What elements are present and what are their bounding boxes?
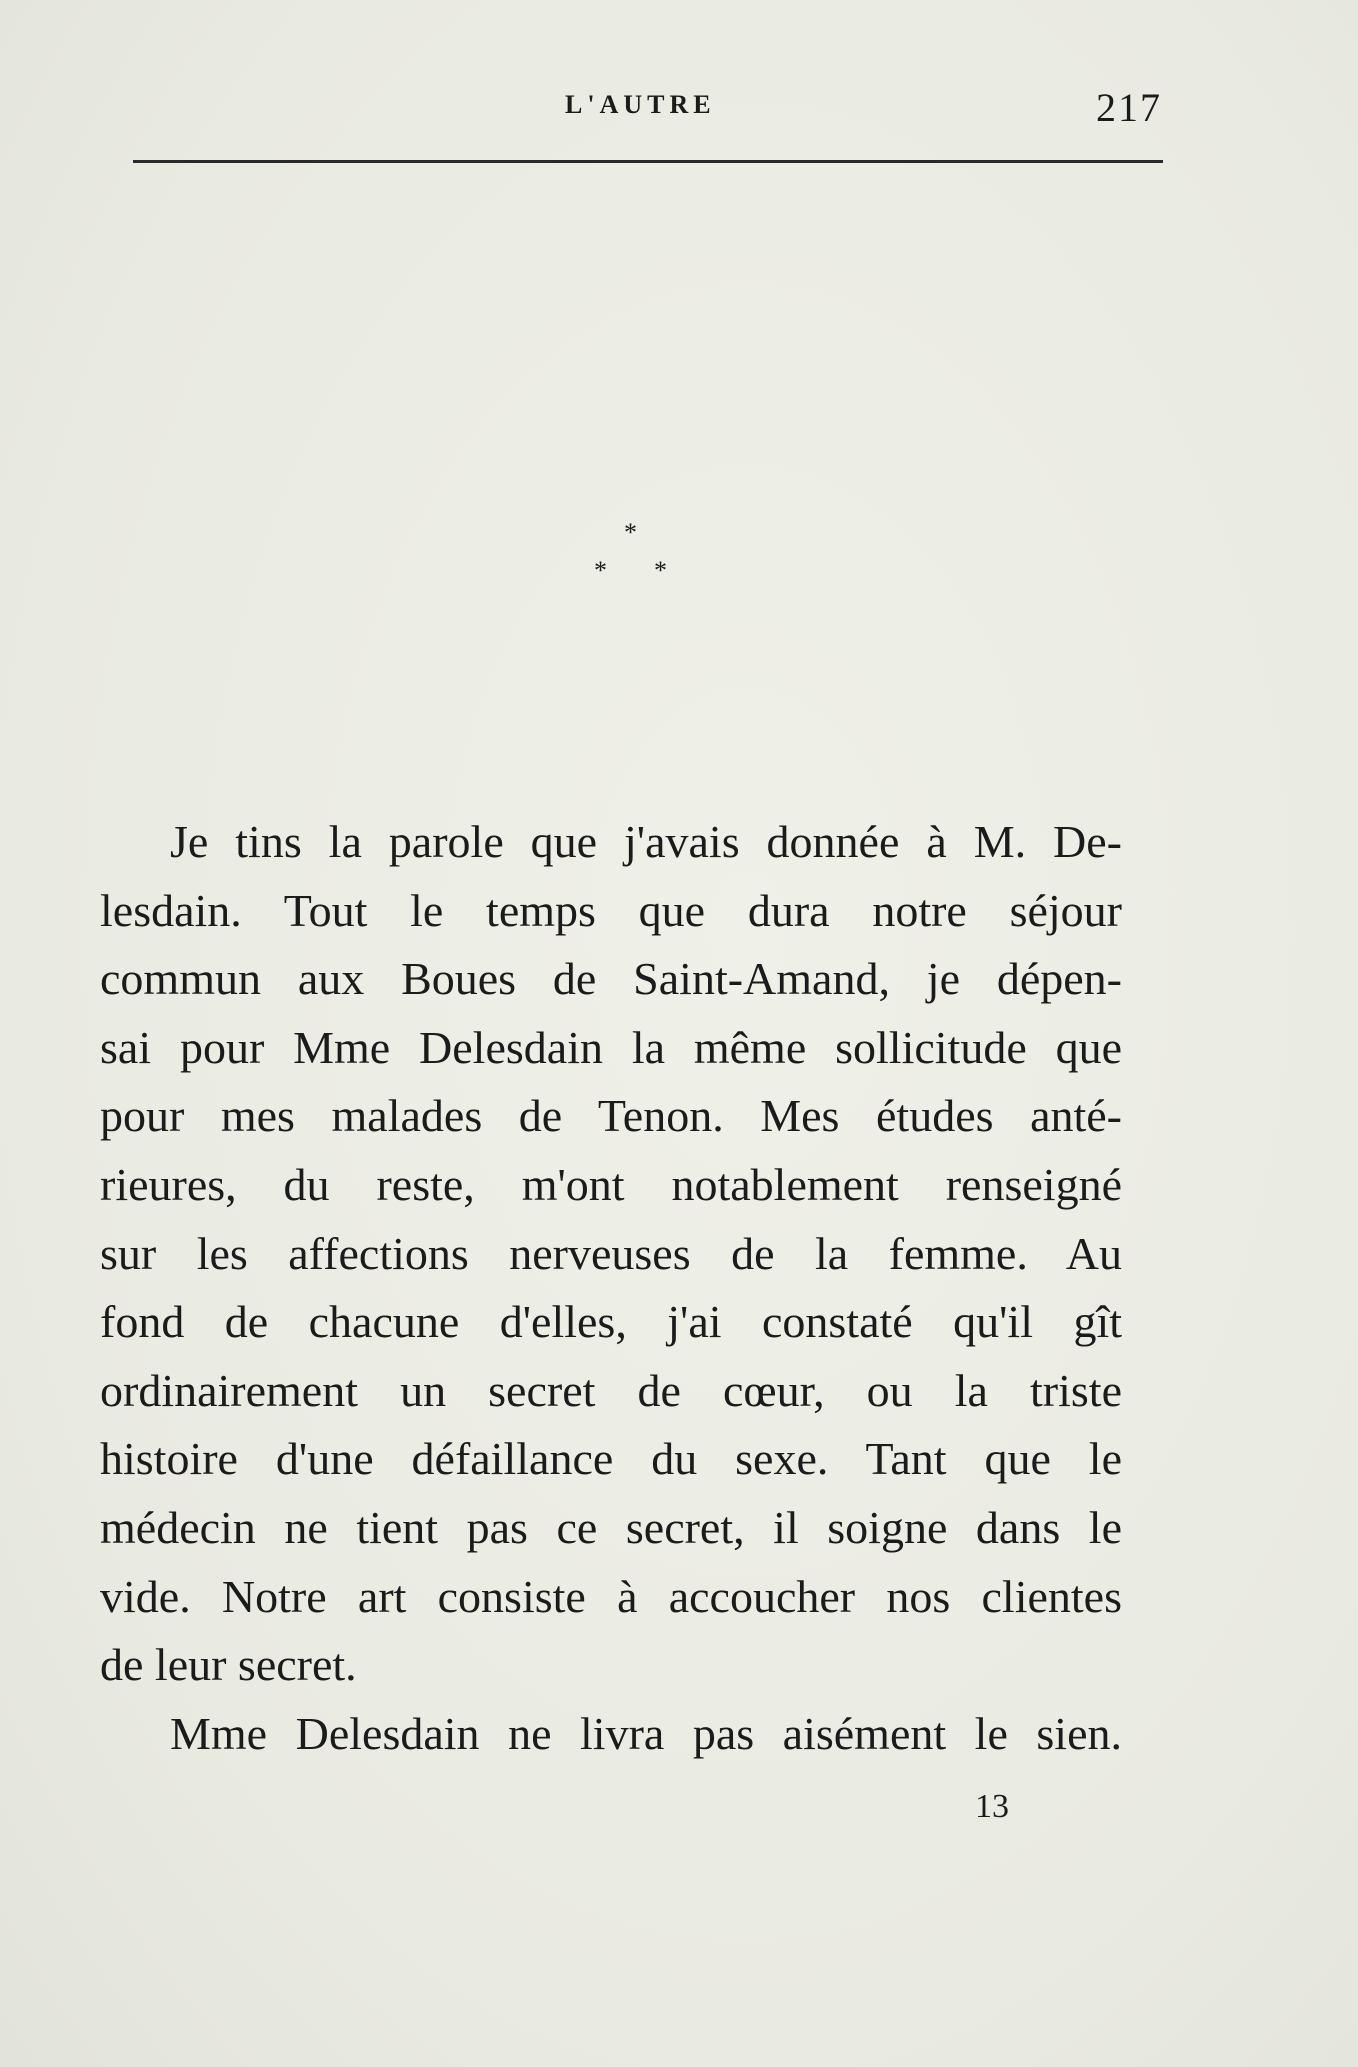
asterism-star-right: * bbox=[654, 556, 667, 585]
text-line: Mme Delesdain ne livra pas aisément le sien. bbox=[170, 1707, 1122, 1759]
text-line: sai pour Mme Delesdain la même sollicitude que bbox=[100, 1021, 1122, 1073]
text-line: médecin ne tient pas ce secret, il soigne dans le bbox=[100, 1501, 1122, 1553]
signature-mark: 13 bbox=[975, 1788, 1009, 1825]
body-text bbox=[100, 808, 1122, 1768]
asterism-star-top: * bbox=[624, 518, 637, 547]
page-number: 217 bbox=[1096, 85, 1162, 130]
text-line: de leur secret. bbox=[100, 1639, 357, 1691]
header-rule bbox=[133, 160, 1163, 163]
text-line: rieures, du reste, m'ont notablement renseigné bbox=[100, 1158, 1122, 1210]
running-head bbox=[135, 84, 1162, 144]
text-line: fond de chacune d'elles, j'ai constaté qu'il gît bbox=[100, 1296, 1122, 1348]
text-line: histoire d'une défaillance du sexe. Tant que le bbox=[100, 1433, 1122, 1485]
text-line: vide. Notre art consiste à accoucher nos clientes bbox=[100, 1570, 1122, 1622]
text-line: Je tins la parole que j'avais donnée à M. De- bbox=[170, 816, 1122, 867]
text-line: commun aux Boues de Saint-Amand, je dépen- bbox=[100, 953, 1122, 1005]
asterism bbox=[588, 518, 678, 593]
text-line: sur les affections nerveuses de la femme. Au bbox=[100, 1227, 1122, 1279]
running-title: L'AUTRE bbox=[565, 90, 716, 119]
text-line: pour mes malades de Tenon. Mes études anté- bbox=[100, 1090, 1122, 1142]
asterism-star-left: * bbox=[594, 556, 607, 585]
text-line: lesdain. Tout le temps que dura notre séjour bbox=[100, 884, 1122, 936]
text-line: ordinairement un secret de cœur, ou la triste bbox=[100, 1364, 1122, 1416]
